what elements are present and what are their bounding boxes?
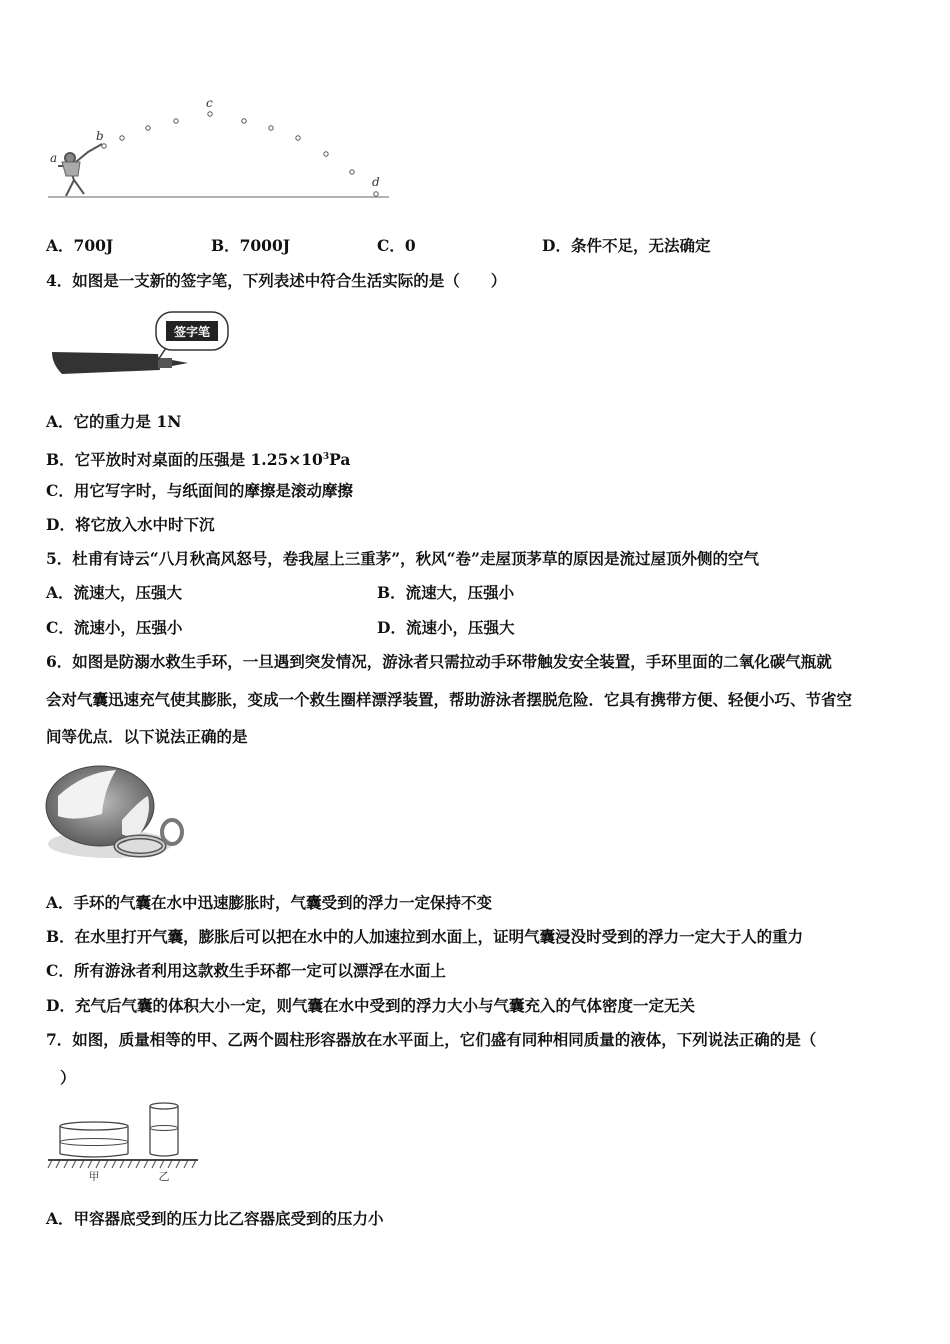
trajectory-points [102, 112, 378, 196]
q3-option-a: A．700J [46, 236, 114, 255]
label-b: b [96, 129, 104, 143]
q3-option-b: B．7000J [211, 236, 291, 255]
q5-option-a: A．流速大，压强大 [46, 583, 183, 602]
q5-option-c: C．流速小，压强小 [46, 618, 183, 637]
q4-option-d: D．将它放入水中时下沉 [46, 515, 215, 534]
q6-option-a: A．手环的气囊在水中迅速膨胀时，气囊受到的浮力一定保持不变 [46, 893, 493, 912]
label-yi: 乙 [158, 1170, 170, 1182]
q7-stem-line-1: 7．如图，质量相等的甲、乙两个圆柱形容器放在水平面上，它们盛有同种相同质量的液体，下列说法正确的是（ [46, 1030, 817, 1049]
q6-option-c: C．所有游泳者利用这款救生手环都一定可以漂浮在水面上 [46, 961, 446, 980]
throw-trajectory-figure [44, 96, 394, 206]
q6-stem-line-2: 会对气囊迅速充气使其膨胀，变成一个救生圈样漂浮装置，帮助游泳者摆脱危险．它具有携带方便、轻便小巧、节省空 [46, 690, 853, 709]
q6-stem-line-1: 6．如图是防溺水救生手环，一旦遇到突发情况，游泳者只需拉动手环带触发安全装置，手环里面的二氧化碳气瓶就 [46, 652, 832, 671]
q6-option-b: B．在水里打开气囊，膨胀后可以把在水中的人加速拉到水面上，证明气囊浸没时受到的浮力一定大于人的重力 [46, 927, 804, 946]
q6-option-d: D．充气后气囊的体积大小一定，则气囊在水中受到的浮力大小与气囊充入的气体密度一定无关 [46, 996, 695, 1015]
containers-figure [46, 1098, 202, 1182]
q3-option-c: C．0 [377, 236, 416, 255]
label-c: c [206, 96, 213, 110]
pen-body [52, 352, 160, 374]
q3-option-d: D．条件不足，无法确定 [542, 236, 711, 255]
q4-stem: 4．如图是一支新的签字笔，下列表述中符合生活实际的是（ ） [46, 271, 507, 290]
thrower-figure [58, 144, 102, 196]
q4-option-c: C．用它写字时，与纸面间的摩擦是滚动摩擦 [46, 481, 353, 500]
q5-stem: 5．杜甫有诗云“八月秋高风怒号，卷我屋上三重茅”，秋风“卷”走屋顶茅草的原因是流过屋顶外侧的空气 [46, 549, 759, 568]
container-yi [150, 1103, 178, 1156]
pen-figure [48, 308, 238, 388]
label-a: a [50, 151, 58, 165]
container-jia [60, 1122, 128, 1157]
q5-option-b: B．流速大，压强小 [377, 583, 515, 602]
label-d: d [372, 175, 380, 189]
pen-bubble-label: 签字笔 [173, 325, 211, 339]
label-jia: 甲 [88, 1170, 100, 1182]
q5-option-d: D．流速小，压强大 [377, 618, 515, 637]
q6-stem-line-3: 间等优点．以下说法正确的是 [46, 727, 248, 746]
q7-option-a: A．甲容器底受到的压力比乙容器底受到的压力小 [46, 1209, 384, 1228]
q4-option-a: A．它的重力是 1N [46, 412, 182, 431]
ground-hatching [48, 1160, 198, 1168]
rescue-wristband-figure [44, 760, 194, 864]
q4-option-b: B．它平放时对桌面的压强是 $1.25\times 10^3Pa$ [46, 450, 351, 469]
q7-stem-line-2: ） [60, 1068, 76, 1087]
